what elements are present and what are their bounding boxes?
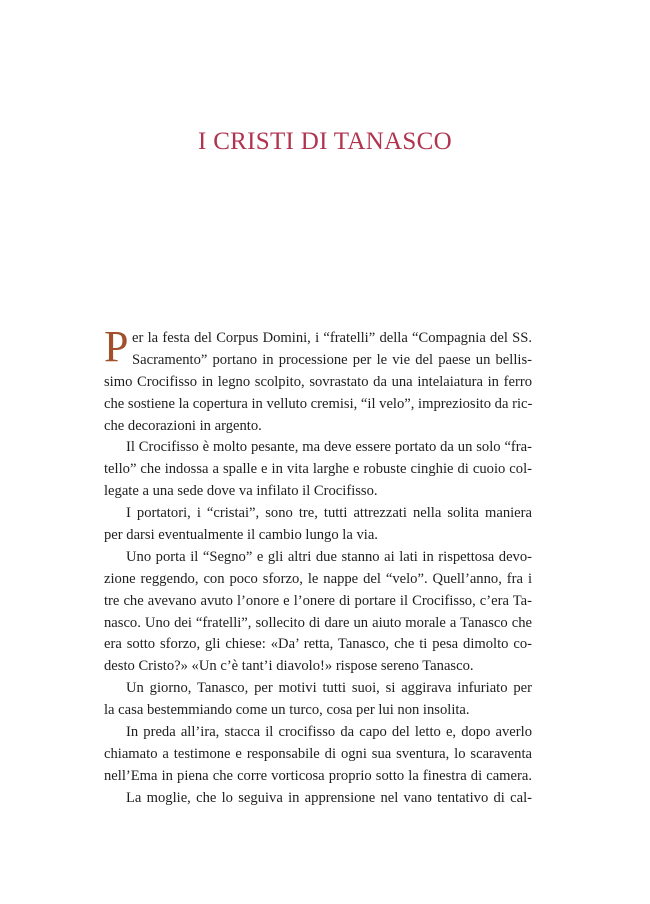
text-line: Uno porta il “Segno” e gli altri due stanno ai lati in rispettosa devo-: [126, 548, 532, 565]
text-line: nell’Ema in piena che corre vorticosa proprio sotto la finestra di camera.: [104, 767, 532, 784]
text-line: la casa bestemmiando come un turco, cosa per lui non insolita.: [104, 702, 470, 719]
body-text: [104, 322, 533, 810]
text-line: Il Crocifisso è molto pesante, ma deve essere portato da un solo “fra-: [126, 439, 532, 456]
text-line: legate a una sede dove va infilato il Crocifisso.: [104, 483, 378, 500]
text-line: che sostiene la copertura in velluto cremisi, “il velo”, impreziosito da ric-: [104, 395, 533, 412]
text-line: nasco. Uno dei “fratelli”, sollecito di dare un aiuto morale a Tanasco che: [104, 614, 532, 631]
text-line: chiamato a testimone e responsabile di ogni sua sventura, lo scaraventa: [104, 745, 532, 762]
text-line: La moglie, che lo seguiva in apprensione nel vano tentativo di cal-: [126, 789, 532, 806]
chapter-title: I CRISTI DI TANASCO: [198, 128, 452, 155]
text-line: era sotto sforzo, gli chiese: «Da’ retta, Tanasco, che ti pesa dimolto co-: [104, 636, 532, 653]
text-line: simo Crocifisso in legno scolpito, sovrastato da una intelaiatura in ferro: [104, 373, 532, 390]
text-line: I portatori, i “cristai”, sono tre, tutti attrezzati nella solita maniera: [126, 505, 532, 522]
text-line: per darsi eventualmente il cambio lungo la via.: [104, 527, 378, 544]
text-line: er la festa del Corpus Domini, i “fratelli” della “Compagnia del SS.: [132, 330, 532, 346]
text-line: tello” che indossa a spalle e in vita larghe e robuste cinghie di cuoio col-: [104, 461, 532, 478]
text-line: tre che avevano avuto l’onore e l’onere di portare il Crocifisso, c’era Ta-: [104, 592, 532, 609]
text-line: zione reggendo, con poco sforzo, le nappe del “velo”. Quell’anno, fra i: [104, 570, 532, 587]
drop-cap: P: [104, 322, 129, 371]
text-line: che decorazioni in argento.: [104, 417, 262, 434]
text-line: Un giorno, Tanasco, per motivi tutti suoi, si aggirava infuriato per: [126, 680, 532, 697]
text-line: Sacramento” portano in processione per le vie del paese un bellis-: [132, 351, 532, 368]
text-line: In preda all’ira, stacca il crocifisso da capo del letto e, dopo averlo: [126, 724, 532, 741]
text-line: desto Cristo?» «Un c’è tant’i diavolo!» rispose sereno Tanasco.: [104, 658, 474, 675]
